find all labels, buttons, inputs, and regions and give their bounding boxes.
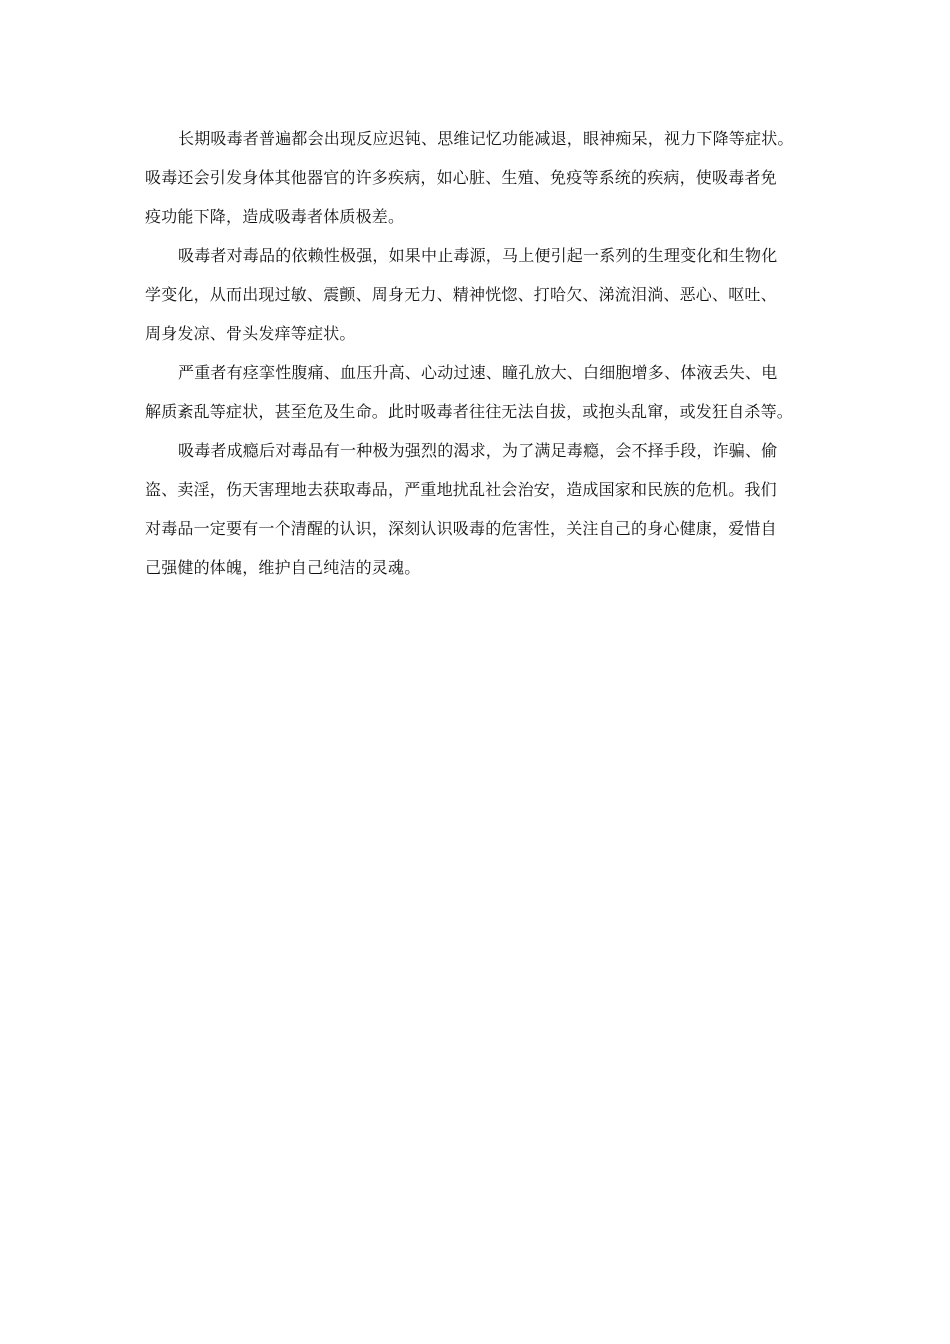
paragraph-4: [145, 431, 810, 587]
document-body: [145, 119, 810, 587]
text-line: 对毒品一定要有一个清醒的认识，深刻认识吸毒的危害性，关注自己的身心健康，爱惜自: [145, 519, 777, 538]
text-line: 长期吸毒者普遍都会出现反应迟钝、思维记忆功能减退，眼神痴呆，视力下降等症状。: [178, 129, 794, 148]
text-line: 吸毒者成瘾后对毒品有一种极为强烈的渴求，为了满足毒瘾，会不择手段，诈骗、偷: [178, 441, 778, 460]
paragraph-3: [145, 353, 810, 431]
text-line: 盗、卖淫，伤天害理地去获取毒品，严重地扰乱社会治安，造成国家和民族的危机。我们: [145, 480, 777, 499]
text-line: 吸毒者对毒品的依赖性极强，如果中止毒源，马上便引起一系列的生理变化和生物化: [178, 246, 778, 265]
paragraph-1: [145, 119, 810, 236]
text-line: 疫功能下降，造成吸毒者体质极差。: [145, 207, 405, 226]
text-line: 严重者有痉挛性腹痛、血压升高、心动过速、瞳孔放大、白细胞增多、体液丢失、电: [178, 363, 778, 382]
text-line: 己强健的体魄，维护自己纯洁的灵魂。: [145, 558, 421, 577]
text-line: 吸毒还会引发身体其他器官的许多疾病，如心脏、生殖、免疫等系统的疾病，使吸毒者免: [145, 168, 777, 187]
paragraph-2: [145, 236, 810, 353]
text-line: 周身发凉、骨头发痒等症状。: [145, 324, 356, 343]
text-line: 学变化，从而出现过敏、震颤、周身无力、精神恍惚、打哈欠、涕流泪淌、恶心、呕吐、: [145, 285, 777, 304]
text-line: 解质紊乱等症状，甚至危及生命。此时吸毒者往往无法自拔，或抱头乱窜，或发狂自杀等。: [145, 402, 794, 421]
